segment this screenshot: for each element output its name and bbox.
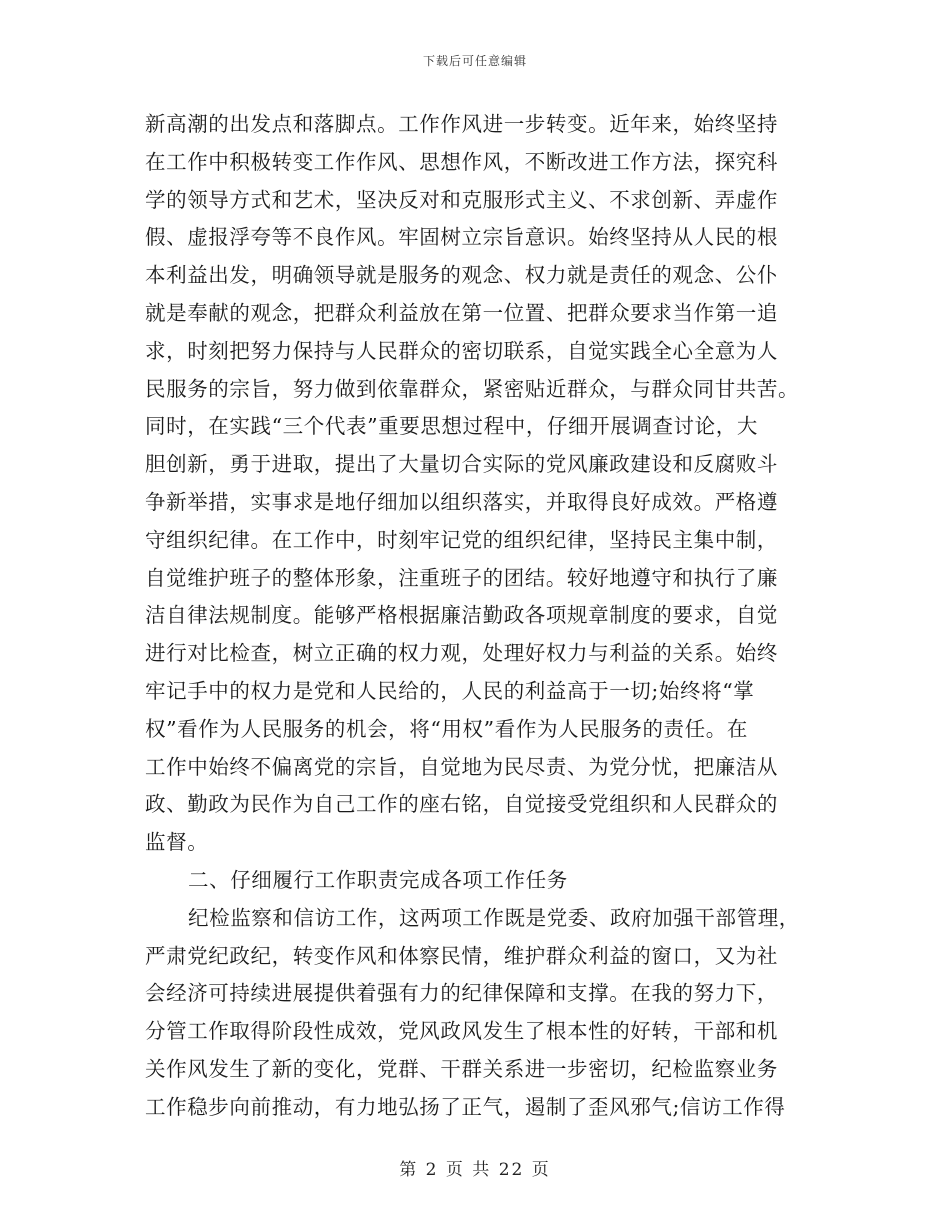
text-line: 自觉维护班子的整体形象，注重班子的团结。较好地遵守和执行了廉 <box>145 565 778 590</box>
text-line: 就是奉献的观念，把群众利益放在第一位置、把群众要求当作第一追 <box>145 300 778 325</box>
text-line: 关作风发生了新的变化，党群、干群关系进一步密切，纪检监察业务 <box>145 1056 778 1081</box>
text-line: 本利益出发，明确领导就是服务的观念、权力就是责任的观念、公仆 <box>145 263 778 288</box>
text-line: 监督。 <box>145 830 209 855</box>
paragraph-first-line: 纪检监察和信访工作，这两项工作既是党委、政府加强干部管理， <box>188 905 800 930</box>
text-line: 分管工作取得阶段性成效，党风政风发生了根本性的好转，干部和机 <box>145 1019 778 1044</box>
text-line: 工作中始终不偏离党的宗旨，自觉地为民尽责、为党分忧，把廉洁从 <box>145 754 778 779</box>
page-header-note: 下载后可任意编辑 <box>422 54 527 68</box>
text-line: 严肃党纪政纪，转变作风和体察民情，维护群众利益的窗口，又为社 <box>145 943 778 968</box>
text-line: 民服务的宗旨，努力做到依靠群众，紧密贴近群众，与群众同甘共苦。 <box>145 376 800 401</box>
text-line: 学的领导方式和艺术，坚决反对和克服形式主义、不求创新、弄虚作 <box>145 187 778 212</box>
text-line: 洁自律法规制度。能够严格根据廉洁勤政各项规章制度的要求，自觉 <box>145 603 778 628</box>
section-heading: 二、仔细履行工作职责完成各项工作任务 <box>188 867 568 892</box>
text-line: 进行对比检查，树立正确的权力观，处理好权力与利益的关系。始终 <box>145 641 778 666</box>
text-line: 会经济可持续进展提供着强有力的纪律保障和支撑。在我的努力下， <box>145 981 778 1006</box>
text-line: 求，时刻把努力保持与人民群众的密切联系，自觉实践全心全意为人 <box>145 338 778 363</box>
text-line: 争新举措，实事求是地仔细加以组织落实，并取得良好成效。严格遵 <box>145 489 778 514</box>
text-line: 权”看作为人民服务的机会，将“用权”看作为人民服务的责任。在 <box>145 716 748 741</box>
page-number: 第 2 页 共 22 页 <box>399 1160 551 1180</box>
text-line: 牢记手中的权力是党和人民给的，人民的利益高于一切;始终将“掌 <box>145 678 755 703</box>
text-line: 守组织纪律。在工作中，时刻牢记党的组织纪律，坚持民主集中制， <box>145 527 778 552</box>
text-line: 新高潮的出发点和落脚点。工作作风进一步转变。近年来，始终坚持 <box>145 112 778 136</box>
text-line: 工作稳步向前推动，有力地弘扬了正气，遏制了歪风邪气;信访工作得 <box>145 1094 786 1119</box>
text-line: 胆创新，勇于进取，提出了大量切合实际的党风廉政建设和反腐败斗 <box>145 452 778 477</box>
text-line: 在工作中积极转变工作作风、思想作风，不断改进工作方法，探究科 <box>145 149 778 174</box>
text-line: 假、虚报浮夸等不良作风。牢固树立宗旨意识。始终坚持从人民的根 <box>145 225 778 250</box>
text-line: 政、勤政为民作为自己工作的座右铭，自觉接受党组织和人民群众的 <box>145 792 778 817</box>
text-line: 同时，在实践“三个代表”重要思想过程中，仔细开展调查讨论，大 <box>145 414 758 439</box>
document-body <box>145 106 810 1127</box>
